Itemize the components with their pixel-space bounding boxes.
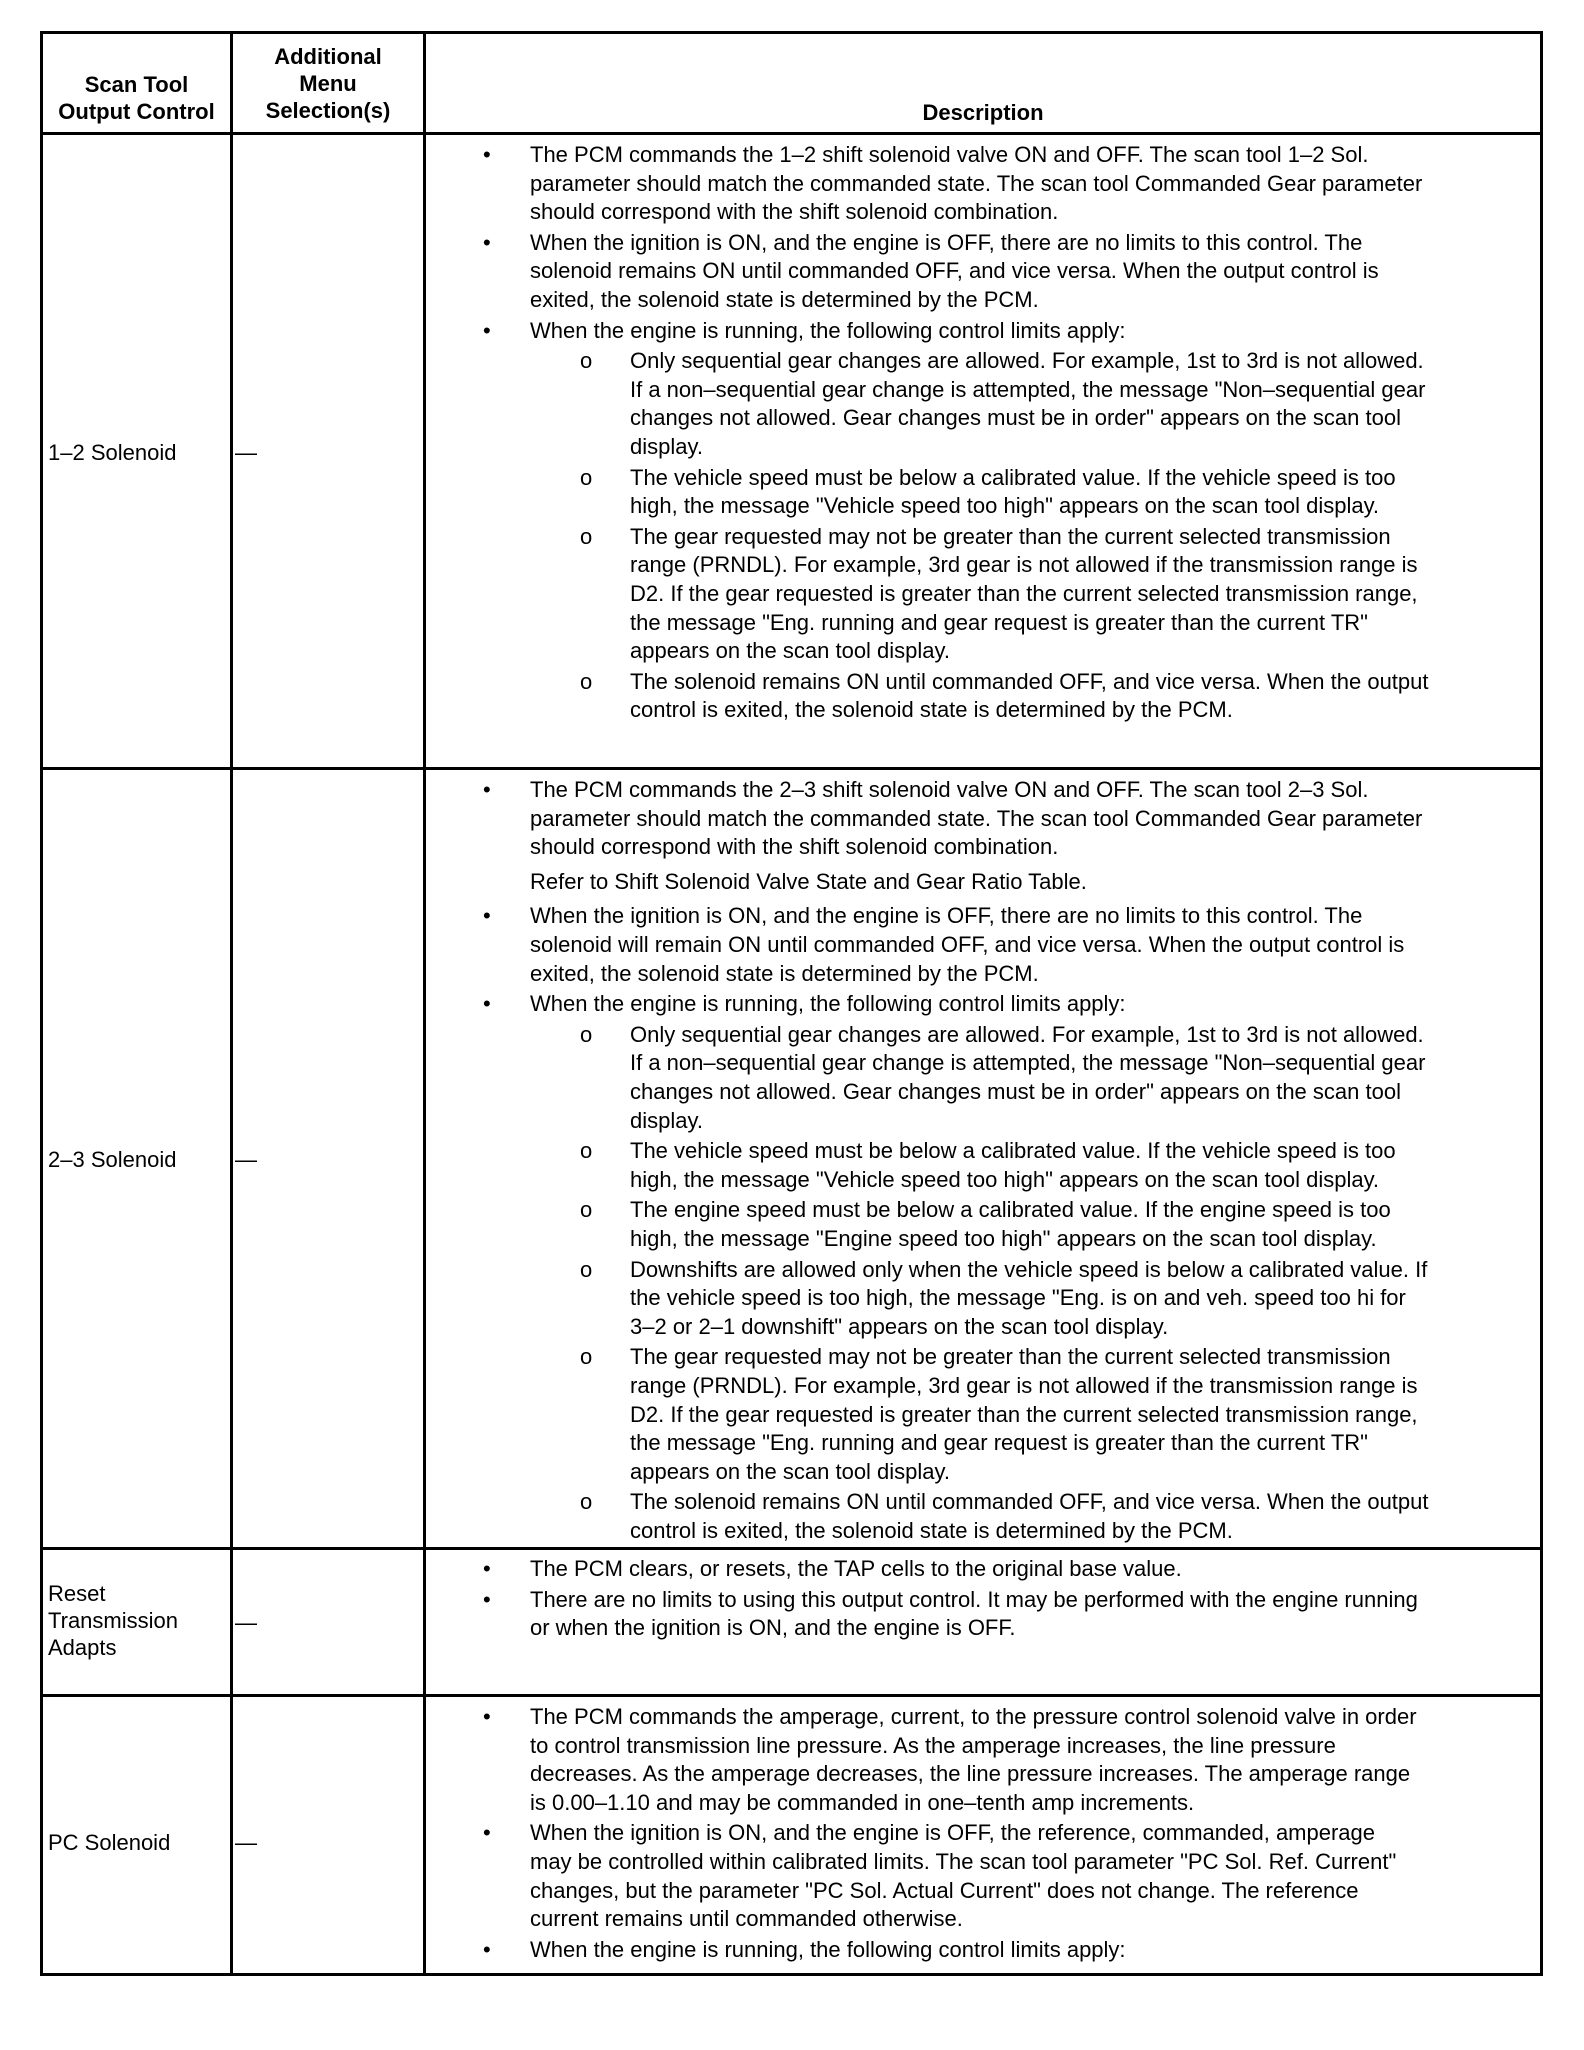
bullet-marker: • (483, 1820, 491, 1846)
description-line: When the engine is running, the following control limits apply: (530, 991, 1126, 1017)
sub-bullet-marker: o (580, 668, 593, 694)
description-line: When the engine is running, the following control limits apply: (530, 1936, 1126, 1962)
description-line: When the ignition is ON, and the engine is OFF, there are no limits to this control. The (530, 229, 1363, 255)
bullet-marker: • (483, 991, 491, 1017)
description-line: The PCM commands the 2–3 shift solenoid valve ON and OFF. The scan tool 2–3 Sol. (530, 777, 1369, 802)
row-2-menu: — (235, 1147, 257, 1172)
row-divider-3 (43, 1694, 1540, 1697)
bullet-marker: • (483, 229, 491, 255)
description-line: is 0.00–1.10 and may be commanded in one–tenth amp increments. (530, 1789, 1195, 1815)
description-line: solenoid remains ON until commanded OFF, and vice versa. When the output control is (530, 258, 1379, 284)
header-col1-line2: Output Control (58, 99, 215, 124)
row-2-control: 2–3 Solenoid (48, 1147, 177, 1172)
header-description: Description (922, 100, 1044, 125)
sub-bullet-marker: o (580, 1256, 593, 1282)
description-line: When the engine is running, the following control limits apply: (530, 317, 1126, 343)
row-4-control: PC Solenoid (48, 1830, 171, 1855)
description-line: appears on the scan tool display. (630, 638, 951, 664)
description-line: parameter should match the commanded state. The scan tool Commanded Gear parameter (530, 170, 1423, 196)
bullet-marker: • (483, 903, 491, 929)
header-divider (43, 132, 1540, 135)
description-line: There are no limits to using this output control. It may be performed with the engine running (530, 1586, 1418, 1612)
description-line: to control transmission line pressure. As the amperage increases, the line pressure (530, 1732, 1336, 1758)
sub-bullet-marker: o (580, 464, 593, 490)
description-line: should correspond with the shift solenoid combination. (530, 834, 1059, 860)
description-line: display. (630, 1107, 703, 1133)
sub-bullet-marker: o (580, 1489, 593, 1515)
header-col2-line3: Selection(s) (265, 98, 391, 123)
description-line: The gear requested may not be greater than the current selected transmission (630, 1344, 1391, 1370)
bullet-marker: • (483, 1936, 491, 1962)
header-col1-line1: Scan Tool (84, 72, 189, 97)
bullet-marker: • (483, 1556, 491, 1581)
description-line: decreases. As the amperage decreases, the line pressure increases. The amperage range (530, 1761, 1411, 1787)
description-line: the message "Eng. running and gear request is greater than the current TR" (630, 609, 1368, 635)
bullet-marker: • (483, 142, 491, 167)
description-line: The vehicle speed must be below a calibrated value. If the vehicle speed is too (630, 464, 1396, 490)
row-3-control (48, 1580, 178, 1661)
description-line: range (PRNDL). For example, 3rd gear is not allowed if the transmission range is (630, 552, 1418, 578)
description-line: The PCM clears, or resets, the TAP cells to the original base value. (530, 1556, 1182, 1581)
header-scan-tool-output-control (43, 71, 230, 125)
header-col2-line2: Menu (299, 71, 357, 96)
description-line: display. (630, 434, 703, 459)
description-line: Downshifts are allowed only when the vehicle speed is below a calibrated value. If (630, 1256, 1428, 1282)
description-line: D2. If the gear requested is greater than the current selected transmission range, (630, 1401, 1418, 1427)
description-line: Refer to Shift Solenoid Valve State and Gear Ratio Table. (530, 868, 1087, 894)
row-3-control-line2: Transmission (48, 1608, 178, 1633)
description-line: control is exited, the solenoid state is determined by the PCM. (630, 1518, 1233, 1543)
description-line: high, the message "Engine speed too high" appears on the scan tool display. (630, 1226, 1377, 1251)
description-line: or when the ignition is ON, and the engine is OFF. (530, 1615, 1016, 1641)
description-line: When the ignition is ON, and the engine is OFF, there are no limits to this control. The (530, 903, 1363, 929)
description-line: control is exited, the solenoid state is determined by the PCM. (630, 697, 1233, 723)
bullet-marker: • (483, 1704, 491, 1729)
description-line: The PCM commands the 1–2 shift solenoid valve ON and OFF. The scan tool 1–2 Sol. (530, 142, 1369, 167)
description-line: D2. If the gear requested is greater than the current selected transmission range, (630, 581, 1418, 606)
description-line: solenoid will remain ON until commanded OFF, and vice versa. When the output control is (530, 932, 1405, 957)
header-col2-line1: Additional (274, 44, 382, 69)
description-line: The engine speed must be below a calibrated value. If the engine speed is too (630, 1197, 1391, 1223)
row-3-control-line3: Adapts (48, 1635, 117, 1660)
description-line: current remains until commanded otherwise. (530, 1906, 963, 1932)
bullet-marker: • (483, 777, 491, 802)
row-1-control: 1–2 Solenoid (48, 440, 177, 465)
description-line: The PCM commands the amperage, current, to the pressure control solenoid valve in order (530, 1704, 1417, 1729)
sub-bullet-marker: o (580, 1344, 593, 1370)
description-line: Only sequential gear changes are allowed. For example, 1st to 3rd is not allowed. (630, 348, 1424, 374)
description-line: The solenoid remains ON until commanded OFF, and vice versa. When the output (630, 668, 1429, 694)
output-control-table (40, 31, 1543, 1976)
row-4-menu: — (235, 1830, 257, 1855)
description-line: If a non–sequential gear change is attempted, the message "Non–sequential gear (630, 1050, 1426, 1076)
sub-bullet-marker: o (580, 1138, 593, 1164)
row-1-menu: — (235, 440, 257, 465)
description-line: exited, the solenoid state is determined by the PCM. (530, 960, 1039, 986)
header-additional-menu-selections (233, 43, 423, 124)
column-divider-2 (423, 34, 426, 1973)
column-divider-1 (230, 34, 233, 1973)
description-line: the message "Eng. running and gear request is greater than the current TR" (630, 1430, 1368, 1456)
sub-bullet-marker: o (580, 1197, 593, 1223)
row-3-menu: — (235, 1610, 257, 1635)
description-line: changes, but the parameter "PC Sol. Actual Current" does not change. The reference (530, 1877, 1359, 1903)
description-line: The gear requested may not be greater than the current selected transmission (630, 523, 1391, 549)
description-line: The solenoid remains ON until commanded OFF, and vice versa. When the output (630, 1489, 1429, 1515)
description-line: 3–2 or 2–1 downshift" appears on the scan tool display. (630, 1313, 1169, 1339)
description-line: When the ignition is ON, and the engine is OFF, the reference, commanded, amperage (530, 1820, 1376, 1846)
sub-bullet-marker: o (580, 1021, 593, 1047)
sub-bullet-marker: o (580, 523, 593, 549)
description-line: changes not allowed. Gear changes must be in order" appears on the scan tool (630, 405, 1401, 431)
row-divider-2 (43, 1547, 1540, 1550)
description-line: parameter should match the commanded state. The scan tool Commanded Gear parameter (530, 805, 1423, 831)
bullet-marker: • (483, 317, 491, 343)
description-line: high, the message "Vehicle speed too high" appears on the scan tool display. (630, 1166, 1380, 1192)
description-line: should correspond with the shift solenoid combination. (530, 199, 1059, 225)
description-line: If a non–sequential gear change is attempted, the message "Non–sequential gear (630, 376, 1426, 402)
bullet-marker: • (483, 1586, 491, 1612)
description-line: The vehicle speed must be below a calibrated value. If the vehicle speed is too (630, 1138, 1396, 1164)
description-line: changes not allowed. Gear changes must be in order" appears on the scan tool (630, 1079, 1401, 1104)
row-3-control-line1: Reset (48, 1581, 106, 1606)
description-line: may be controlled within calibrated limits. The scan tool parameter "PC Sol. Ref. Current" (530, 1849, 1397, 1874)
description-line: the vehicle speed is too high, the message "Eng. is on and veh. speed too hi for (630, 1285, 1406, 1311)
description-line: Only sequential gear changes are allowed. For example, 1st to 3rd is not allowed. (630, 1021, 1424, 1047)
row-divider-1 (43, 767, 1540, 770)
description-line: range (PRNDL). For example, 3rd gear is not allowed if the transmission range is (630, 1373, 1418, 1398)
description-line: high, the message "Vehicle speed too high" appears on the scan tool display. (630, 493, 1380, 519)
sub-bullet-marker: o (580, 348, 593, 374)
description-line: appears on the scan tool display. (630, 1458, 951, 1484)
description-line: exited, the solenoid state is determined by the PCM. (530, 287, 1039, 312)
